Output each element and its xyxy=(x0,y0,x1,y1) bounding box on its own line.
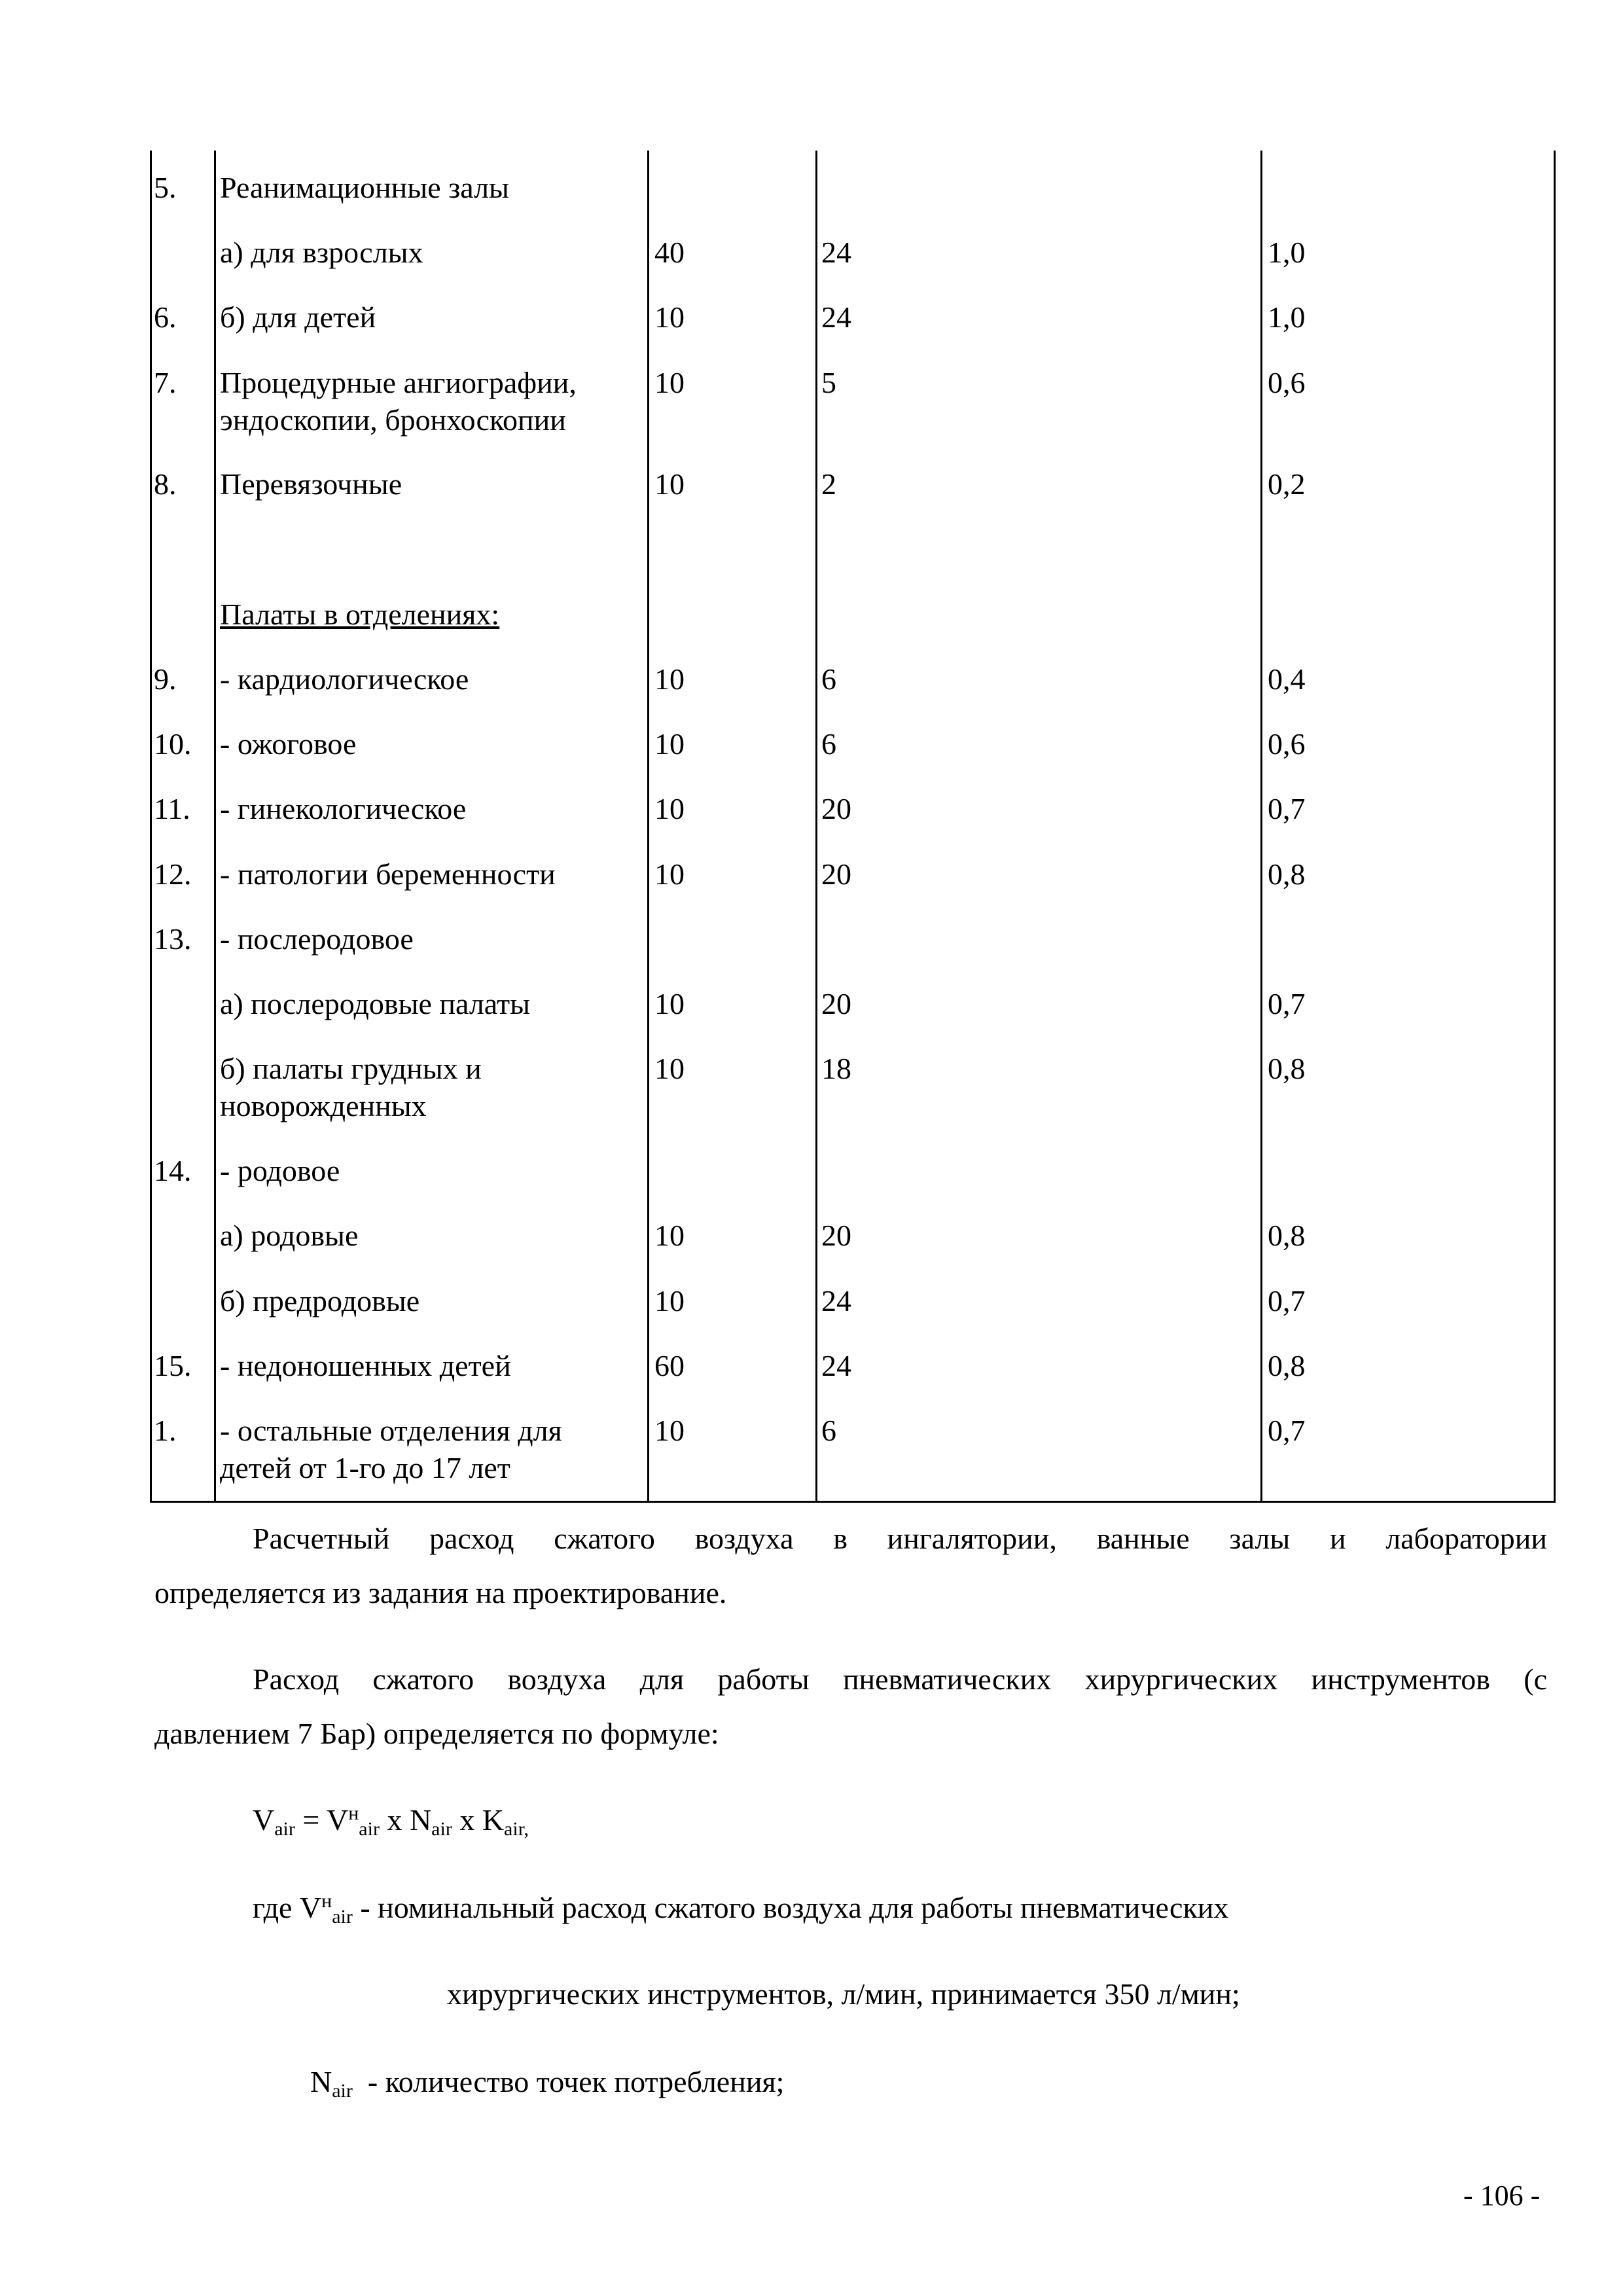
row-value-1: 10 xyxy=(654,300,685,334)
row-value-2: 2 xyxy=(821,467,836,501)
row-value-1: 10 xyxy=(654,857,685,891)
definition-superscript: н xyxy=(321,1890,332,1912)
table-divider-4 xyxy=(1260,151,1262,1503)
row-name: б) палаты грудных и xyxy=(220,1052,482,1085)
row-value-1: 60 xyxy=(654,1349,685,1382)
row-value-2: 6 xyxy=(821,662,836,696)
row-value-3: 0,7 xyxy=(1268,987,1306,1020)
row-value-3: 0,8 xyxy=(1268,1052,1306,1085)
row-number: 13. xyxy=(154,922,192,956)
row-value-2: 24 xyxy=(821,1284,851,1318)
row-name: - кардиологическое xyxy=(220,662,469,696)
row-value-1: 10 xyxy=(654,792,685,825)
row-value-3: 1,0 xyxy=(1268,300,1306,334)
row-name: - родовое xyxy=(220,1154,340,1187)
row-number: 11. xyxy=(154,792,190,825)
row-value-3: 0,4 xyxy=(1268,662,1306,696)
section-heading: Палаты в отделениях: xyxy=(220,598,500,631)
row-value-1: 10 xyxy=(654,662,685,696)
row-value-1: 10 xyxy=(654,1414,685,1447)
row-value-3: 1,0 xyxy=(1268,236,1306,269)
row-name-cont: новорожденных xyxy=(220,1089,427,1122)
row-value-3: 0,8 xyxy=(1268,1219,1306,1252)
row-name: б) предродовые xyxy=(220,1284,420,1318)
row-name: Процедурные ангиографии, xyxy=(220,366,577,399)
row-name: б) для детей xyxy=(220,300,376,334)
row-name: - ожоговое xyxy=(220,727,357,761)
row-value-2: 24 xyxy=(821,300,851,334)
definition-line: хирургических инструментов, л/мин, принимается 350 л/мин; xyxy=(447,1977,1240,2011)
row-number: 15. xyxy=(154,1349,192,1382)
table-divider-2 xyxy=(647,151,649,1503)
row-value-2: 18 xyxy=(821,1052,851,1085)
definition-part: N xyxy=(310,2065,332,2098)
formula-subscript: air xyxy=(359,1818,380,1840)
row-value-3: 0,6 xyxy=(1268,366,1306,399)
formula xyxy=(253,1801,529,1839)
row-value-1: 10 xyxy=(654,987,685,1020)
row-value-1: 10 xyxy=(654,366,685,399)
row-number: 1. xyxy=(154,1414,177,1447)
row-name: Реанимационные залы xyxy=(220,171,509,204)
row-value-2: 5 xyxy=(821,366,836,399)
definition-subscript: air xyxy=(332,2080,353,2102)
row-number: 7. xyxy=(154,366,177,399)
table-divider-3 xyxy=(815,151,817,1503)
row-value-2: 20 xyxy=(821,987,851,1020)
formula-superscript: н xyxy=(348,1803,359,1824)
definition-subscript: air xyxy=(332,1906,353,1928)
definition-line xyxy=(253,1889,1228,1926)
formula-subscript: air xyxy=(431,1818,452,1840)
paragraph-line: определяется из задания на проектирование. xyxy=(154,1576,727,1609)
row-value-2: 24 xyxy=(821,236,851,269)
row-value-3: 0,7 xyxy=(1268,1414,1306,1447)
definition-part: - номинальный расход сжатого воздуха для работы пневматических xyxy=(352,1891,1229,1924)
row-value-2: 24 xyxy=(821,1349,851,1382)
formula-subscript: air xyxy=(274,1818,295,1840)
row-name: - патологии беременности xyxy=(220,857,556,891)
row-name: а) для взрослых xyxy=(220,236,423,269)
definition-part: где V xyxy=(253,1891,322,1924)
row-name: Перевязочные xyxy=(220,467,402,501)
row-value-1: 10 xyxy=(654,1052,685,1085)
row-value-3: 0,7 xyxy=(1268,792,1306,825)
row-number: 12. xyxy=(154,857,192,891)
row-value-2: 20 xyxy=(821,1219,851,1252)
row-value-2: 20 xyxy=(821,792,851,825)
row-value-1: 10 xyxy=(654,1284,685,1318)
row-name: - гинекологическое xyxy=(220,792,467,825)
page-number: - 106 - xyxy=(1463,2179,1541,2212)
row-number: 6. xyxy=(154,300,177,334)
table-divider-1 xyxy=(214,151,216,1503)
definition-part: - количество точек потребления; xyxy=(352,2065,785,2098)
row-name: а) послеродовые палаты xyxy=(220,987,531,1020)
table-border-right xyxy=(1554,151,1556,1503)
row-value-1: 40 xyxy=(654,236,685,269)
row-name: - недоношенных детей xyxy=(220,1349,511,1382)
row-value-1: 10 xyxy=(654,727,685,761)
row-value-2: 6 xyxy=(821,1414,836,1447)
row-value-3: 0,2 xyxy=(1268,467,1306,501)
formula-subscript: air, xyxy=(504,1818,529,1840)
formula-part: = xyxy=(294,1803,327,1837)
row-value-2: 20 xyxy=(821,857,851,891)
formula-part: V xyxy=(253,1803,275,1837)
row-name-cont: эндоскопии, бронхоскопии xyxy=(220,403,566,437)
row-number: 8. xyxy=(154,467,177,501)
row-number: 5. xyxy=(154,171,177,204)
row-number: 10. xyxy=(154,727,192,761)
formula-part: x N xyxy=(379,1803,432,1837)
definition-line xyxy=(310,2063,784,2100)
row-value-3: 0,8 xyxy=(1268,857,1306,891)
paragraph-line: Расчетный расход сжатого воздуха в ингалятории, ванные залы и лаборатории xyxy=(253,1522,1547,1555)
row-name: а) родовые xyxy=(220,1219,359,1252)
row-name: - послеродовое xyxy=(220,922,414,956)
formula-part: V xyxy=(327,1803,349,1837)
row-name: - остальные отделения для xyxy=(220,1414,562,1447)
row-number: 9. xyxy=(154,662,177,696)
row-value-1: 10 xyxy=(654,1219,685,1252)
row-name-cont: детей от 1-го до 17 лет xyxy=(220,1451,510,1484)
row-value-2: 6 xyxy=(821,727,836,761)
row-value-3: 0,6 xyxy=(1268,727,1306,761)
row-number: 14. xyxy=(154,1154,192,1187)
paragraph-line: Расход сжатого воздуха для работы пневматических хирургических инструментов (с xyxy=(253,1662,1547,1696)
row-value-3: 0,7 xyxy=(1268,1284,1306,1318)
row-value-1: 10 xyxy=(654,467,685,501)
formula-part: x K xyxy=(452,1803,505,1837)
paragraph-line: давлением 7 Бар) определяется по формуле: xyxy=(154,1717,719,1750)
row-value-3: 0,8 xyxy=(1268,1349,1306,1382)
table-border-left xyxy=(150,151,152,1503)
table-border-bottom xyxy=(150,1501,1556,1503)
